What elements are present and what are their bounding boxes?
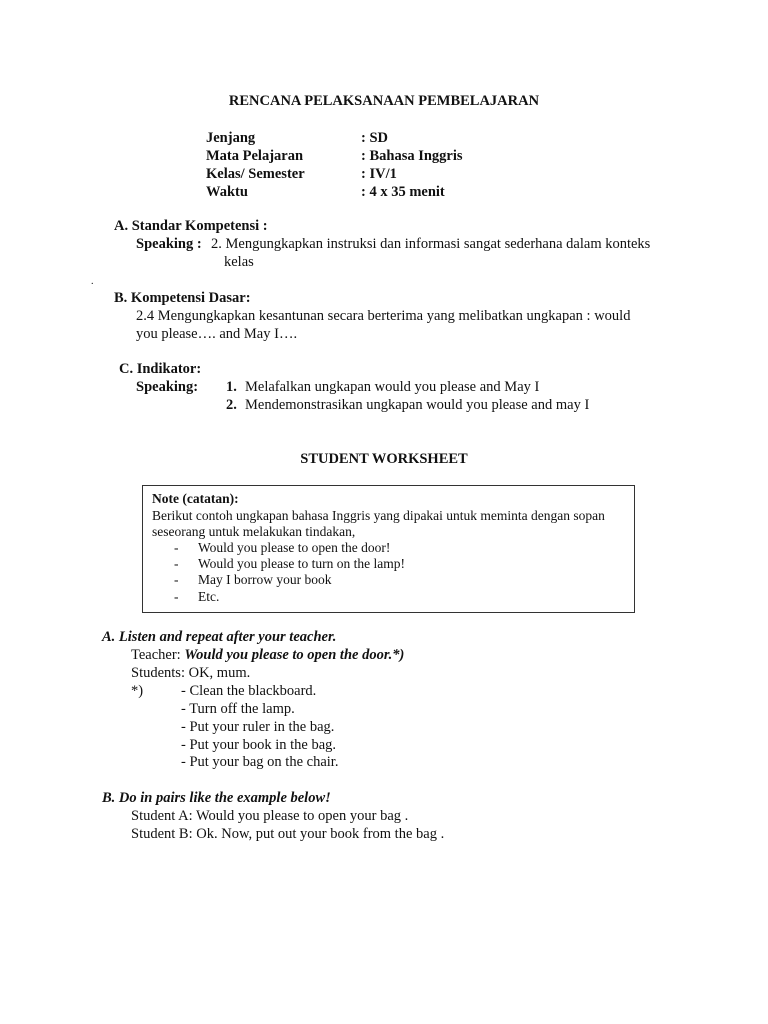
indikator-num-2: 2. — [226, 397, 237, 413]
teacher-label: Teacher: — [131, 647, 185, 663]
info-label-jenjang: Jenjang — [206, 130, 256, 146]
exercise-a-item: - Put your book in the bag. — [181, 737, 337, 753]
exercise-a-item: - Put your ruler in the bag. — [181, 719, 335, 735]
section-a-text-line2: kelas — [224, 254, 254, 270]
note-item: Would you please to open the door! — [198, 540, 391, 555]
section-c-label: Speaking: — [136, 379, 199, 395]
exercise-a-teacher-line — [131, 647, 404, 664]
indikator-text-2: Mendemonstrasikan ungkapan would you please and may I — [245, 397, 590, 413]
section-a-heading: A. Standar Kompetensi : — [114, 218, 268, 234]
exercise-b-heading: B. Do in pairs like the example below! — [102, 790, 331, 806]
teacher-text: Would you please to open the door.*) — [184, 647, 405, 663]
note-line-1: Berikut contoh ungkapan bahasa Inggris yang dipakai untuk meminta dengan sopan — [152, 508, 605, 523]
exercise-b-line-b: Student B: Ok. Now, put out your book from the bag . — [131, 826, 445, 842]
note-item: Would you please to turn on the lamp! — [198, 556, 405, 571]
note-item: Etc. — [198, 589, 220, 604]
stray-mark: . — [91, 276, 94, 287]
indikator-num-1: 1. — [226, 379, 237, 395]
exercise-a-item: - Turn off the lamp. — [181, 701, 295, 717]
exercise-a-item: - Clean the blackboard. — [181, 683, 317, 699]
page-title: RENCANA PELAKSANAAN PEMBELAJARAN — [228, 93, 540, 109]
info-label-mapel: Mata Pelajaran — [206, 148, 304, 164]
info-value-mapel: : Bahasa Inggris — [361, 148, 463, 164]
info-label-waktu: Waktu — [206, 184, 248, 200]
section-a-text-line1: 2. Mengungkapkan instruksi dan informasi sangat sederhana dalam konteks — [211, 236, 651, 252]
section-a-label: Speaking : — [136, 236, 202, 252]
note-dash: - — [174, 540, 179, 555]
section-c-heading: C. Indikator: — [119, 361, 202, 377]
worksheet-title: STUDENT WORKSHEET — [300, 451, 468, 467]
exercise-a-heading: A. Listen and repeat after your teacher. — [102, 629, 337, 645]
exercise-a-marker: *) — [131, 683, 144, 699]
exercise-b-line-a: Student A: Would you please to open your bag . — [131, 808, 409, 824]
info-value-kelas: : IV/1 — [361, 166, 397, 182]
note-title: Note (catatan): — [152, 491, 239, 506]
note-dash: - — [174, 589, 179, 604]
exercise-a-students-line: Students: OK, mum. — [131, 665, 251, 681]
note-item: May I borrow your book — [198, 572, 332, 587]
note-dash: - — [174, 572, 179, 587]
note-dash: - — [174, 556, 179, 571]
note-line-2: seseorang untuk melakukan tindakan, — [152, 524, 356, 539]
indikator-text-1: Melafalkan ungkapan would you please and May I — [245, 379, 540, 395]
section-b-text-line2: you please…. and May I…. — [136, 326, 298, 342]
info-label-kelas: Kelas/ Semester — [206, 166, 305, 182]
section-b-text-line1: 2.4 Mengungkapkan kesantunan secara berterima yang melibatkan ungkapan : would — [136, 308, 631, 324]
section-b-heading: B. Kompetensi Dasar: — [114, 290, 251, 306]
info-value-jenjang: : SD — [361, 130, 388, 146]
note-box — [142, 485, 635, 613]
exercise-a-item: - Put your bag on the chair. — [181, 754, 339, 770]
info-value-waktu: : 4 x 35 menit — [361, 184, 445, 200]
